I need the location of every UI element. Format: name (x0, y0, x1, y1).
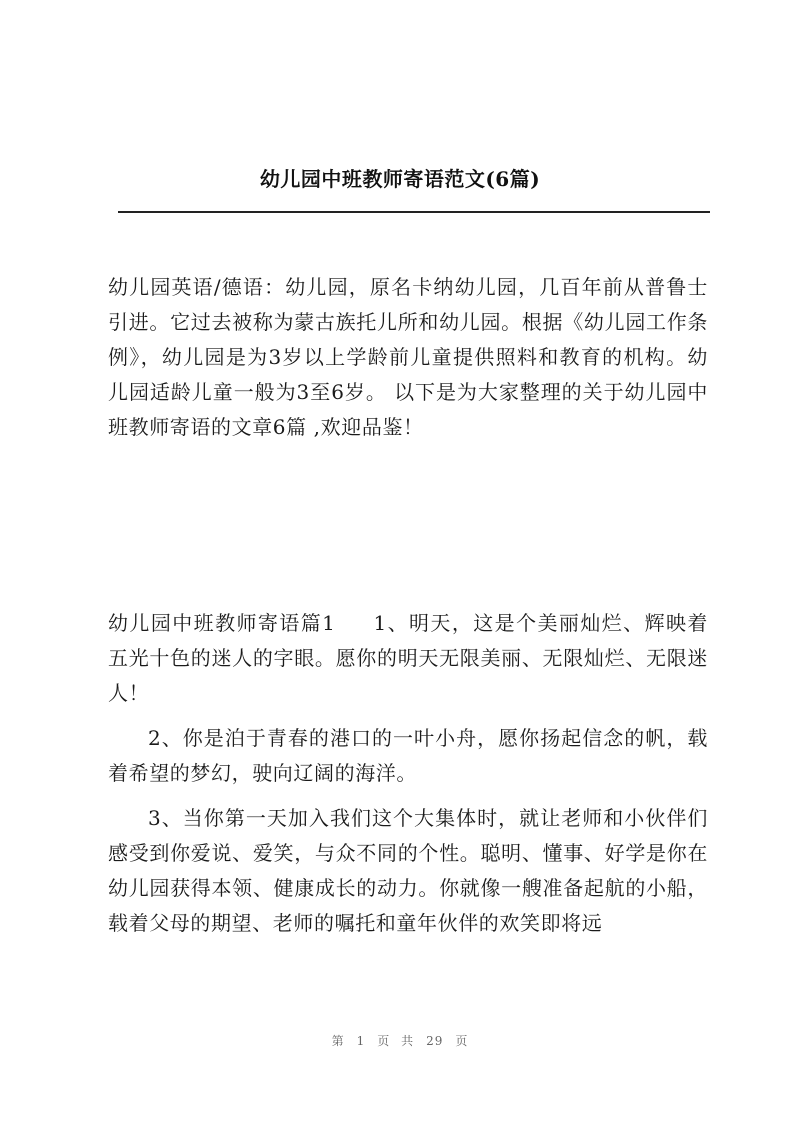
footer-label-page: 第 (331, 1034, 345, 1048)
footer-label-of: 页 共 (377, 1034, 415, 1048)
article-paragraph-3: 3、当你第一天加入我们这个大集体时，就让老师和小伙伴们感受到你爱说、爱笑，与众不同的个性。聪明、懂事、好学是你在幼儿园获得本领、健康成长的动力。你就像一艘准备起航的小船，载着父母的期望、老师的嘱托和童年伙伴的欢笑即将远 (108, 806, 708, 935)
intro-paragraph: 幼儿园英语/德语：幼儿园，原名卡纳幼儿园，几百年前从普鲁士引进。它过去被称为蒙古族托儿所和幼儿园。根据《幼儿园工作条例》，幼儿园是为3岁以上学龄前儿童提供照料和教育的机构。幼儿园适龄儿童一般为3至6岁。 以下是为大家整理的关于幼儿园中班教师寄语的文章6篇 ,欢迎品鉴！ (108, 275, 708, 439)
article-heading: 幼儿园中班教师寄语篇1 (108, 611, 336, 635)
article-first-paragraph (108, 606, 708, 711)
footer-total-pages: 29 (426, 1034, 444, 1048)
article-section (108, 606, 708, 941)
article-paragraph-2: 2、你是泊于青春的港口的一叶小舟，愿你扬起信念的帆，载着希望的梦幻，驶向辽阔的海洋。 (108, 726, 708, 785)
title-underline (118, 211, 710, 213)
document-title: 幼儿园中班教师寄语范文(6篇) (259, 167, 541, 191)
footer-label-pages: 页 (455, 1034, 469, 1048)
article-paragraph-1: 1、明天，这是个美丽灿烂、辉映着五光十色的迷人的字眼。愿你的明天无限美丽、无限灿烂、无限迷人！ (108, 611, 708, 705)
page-footer (0, 1032, 800, 1049)
footer-current-page: 1 (356, 1034, 366, 1048)
